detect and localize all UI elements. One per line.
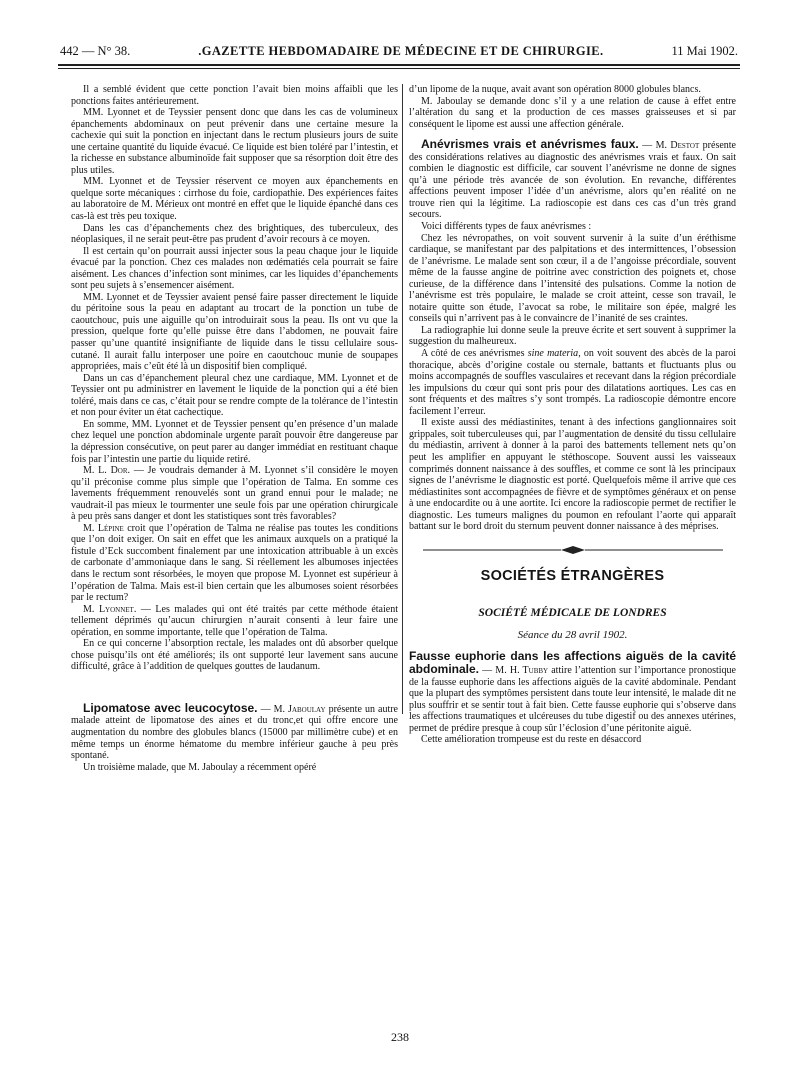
running-header [60,40,738,62]
header-rule-thick [58,64,740,66]
page-folio: 238 [391,1030,409,1044]
paragraph: En ce qui concerne l’absorption rectale, les malades ont dû absorber quelque chose puisqu’ils ont été améliorés; ils ont supporté leur lavement sans aucune difficulté, grâce à l’addition de quelques gouttes de laudanum. [71,638,398,673]
anevrismes-section [409,139,736,221]
paragraph: MM. Lyonnet et de Teyssier pensent donc que dans les cas de volumineux épanchements abdominaux on peut prévenir dans une certaine mesure la cachexie qui suit la ponction en injectant dans le rectum plusieurs jours de suite une certaine quantité du liquide évacué. Ce liquide est bien toléré par l’intestin, et la richesse en substance albuminoïde fait supposer que sa résorption doit être des plus utiles. [71,107,398,176]
lipomatose-section [71,700,398,762]
issue-date: 11 Mai 1902. [671,43,738,58]
page-number: 442 — N° 38. [60,43,131,58]
section-text: attire l’attention sur l’importance pronostique de la fausse euphorie dans les affections aiguës de la cavité abdominale. Pendant que la plupart des symptômes persistent dans toute leur intensité, le malade dit ne plus souffrir et se sentir tout à fait bien. Cette fausse euphorie qui s’observe dans les affections traumatiques et ulcéreuses du tube digestif ou des annexes utérines, permet de prédire presque à coup sûr l’éclosion d’une péritonite aiguë. [409,664,736,734]
column-divider [402,84,403,714]
paragraph: d’un lipome de la nuque, avait avant son opération 8000 globules blancs. [409,84,701,95]
author-name: — M. Destot [638,140,700,152]
paragraph: Chez les névropathes, on voit souvent survenir à la suite d’un éréthisme cardiaque, se manifestant par des palpitations et des intermittences, l’obsession de l’anévrisme. Le malade sent son cœur, il a de l’angoisse précordiale, souvent même de la fausse angine de poitrine avec constriction des poignets et, chose curieuse, de la différence dans l’intensité des pulsations. Comme la notion de l’anévrisme est très populaire, le malade se croit atteint, cesse son travail, le notaire quitte son étude, l’avocat sa robe, le militaire son épée, malgré les conseils qui n’arrivent pas à le convaincre de l’inanité de ses craintes. [409,232,736,325]
lepine-remark [71,523,398,604]
author-name: — M. Jaboulay [257,703,326,715]
remark-text: — Les malades qui ont été traités par cette méthode étaient tellement déprimés qu’aucun chirurgien n’aurait consenti à leur faire une opération, en somme importante, telle que l’opération de Talma. [71,603,398,638]
session-date: Séance du 28 avril 1902. [517,628,628,641]
sine-materia-paragraph [409,348,736,417]
text-segment: , on voit souvent des abcès de la paroi thoracique, abcès d’origine costale ou sternale, battants et fluctuants plus ou moins accompagnés de souffles vasculaires et recevant dans la région précordiale les impulsions du cœur qui sont pris pour des dilatations aortiques. Les cas en sont fréquents et des maîtres s’y sont trompés. La radioscopie démontre encore facilement l’erreur. [409,348,736,417]
paragraph: Il existe aussi des médiastinites, tenant à des infections ganglionnaires soit grippales, soit tuberculeuses qui, par l’augmentation de densité du tissu cellulaire du médiastin, arrivent à donner à la paroi des battements tellement nets qu’on peut les amplifier en appuyant le stéthoscope. Souvent aussi les vaisseaux comprimés donnent naissance à des souffles, et comme ce sont là les principaux signes de l’anévrisme le diagnostic est porté. Quelquefois même il arrive que ces médiastinites sont accompagnées de fièvre et de symptômes généraux et on pense à une endocardite ou à une aortite. Ici encore la radioscopie permet de rectifier le diagnostic. Les tumeurs malignes du poumon en refoulant l’aorte qui apparaît battant sur le bord droit du sternum peuvent donner naissance à des méprises. [409,417,736,533]
paragraph: Dans un cas d’épanchement pleural chez une cardiaque, MM. Lyonnet et de Teyssier ont pu administrer en lavement le liquide de la ponction qui a été bien toléré, mais dans ce cas, c’était pour se rendre compte de la tolérance de l’intestin et non pour éviter un état cachectique. [71,372,398,419]
paragraph: Un troisième malade, que M. Jaboulay a récemment opéré [83,761,317,773]
paragraph: La radiographie lui donne seule la preuve écrite et sert souvent à supprimer la suggestion du malheureux. [409,324,736,348]
speaker-name: M. Lyonnet. [83,603,137,615]
right-column [409,84,736,1020]
societes-heading: SOCIÉTÉS ÉTRANGÈRES [480,567,665,584]
speaker-name: M. L. Dor. [83,465,131,477]
section-heading: Fausse euphorie dans les affections aiguës de la cavité abdominale. [409,649,736,676]
paragraph: Il est certain qu’on pourrait aussi injecter sous la peau chaque jour le liquide évacué par la ponction. Chez ces malades non œdématiés cela pourrait se faire aisément. Les chances d’infection sont minimes, car les liquides d’épanchements sont peu sujets à s’ensemencer aisément. [71,245,398,292]
section-heading: Lipomatose avec leucocytose. [83,700,258,715]
speaker-name: M. Lépine [83,522,124,534]
paragraph: Il a semblé évident que cette ponction l’avait bien moins affaibli que les ponctions faites antérieurement. [71,84,398,107]
paragraph: Dans les cas d’épanchements chez des brightiques, des tuberculeux, des néoplasiques, il ne serait peut-être pas prudent d’avoir recours à ce moyen. [71,222,398,246]
euphorie-section [409,651,736,734]
society-name: SOCIÉTÉ MÉDICALE DE LONDRES [478,607,667,620]
section-spacer [71,673,398,703]
header-rule-thin [58,68,740,69]
left-column [71,84,398,1020]
section-text: présente un autre malade atteint de lipomatose des aines et du tronc,et qui offre encore une augmentation du nombre des globules blancs (15000 par millimètre cube) et en même temps un énorme hématome du membre inférieur gauche à peu près spontané. [71,703,398,762]
journal-title: .GAZETTE HEBDOMADAIRE DE MÉDECINE ET DE CHIRURGIE. [198,43,604,58]
section-divider-ornament [409,533,736,567]
paragraph: Cette amélioration trompeuse est du reste en désaccord [421,734,642,746]
paragraph: Voici différents types de faux anévrismes : [421,221,592,233]
italic-term: sine materia [527,348,579,360]
dor-remark [71,465,398,523]
paragraph: En somme, MM. Lyonnet et de Teyssier pensent qu’en présence d’un malade chez lequel une ponction abdominale urgente paraît pouvoir être dangereuse par la dépression consécutive, on peut parer au danger immédiat en restituant chaque fois par l’intestin une partie du liquide retiré. [71,418,398,465]
remark-text: — Je voudrais demander à M. Lyonnet s’il considère le moyen qu’il préconise comme plus simple que l’opération de Talma. En somme ces lavements fréquemment renouvelés sont un grand ennui pour le malade; ne vaudrait-il pas mieux le tourmenter une seule fois par une opération chirurgicale à peu près sans danger et dont les statistiques sont très favorables? [71,465,398,523]
remark-text: croit que l’opération de Talma ne réalise pas toutes les conditions que l’on doit exiger. On sait en effet que les animaux auxquels on a pratiqué la fistule d’Eck succombent finalement par une intoxication attribuable à un excès de carbonate d’ammoniaque dans le sang. Si réellement les albumoses injectées dans le rectum sont résorbées, le moyen que propose M. Lyonnet est supérieur à l’opération de Talma. Mais est-il bien certain que les albumoses soient résorbées par le rectum? [71,522,398,604]
paragraph: MM. Lyonnet et de Teyssier réservent ce moyen aux épanchements en quelque sorte mécaniques : cirrhose du foie, cardiopathie. Des expériences faites au laboratoire de M. Mérieux ont montré en effet que le liquide épanché dans ces cas-là est très peu toxique. [71,176,398,223]
section-heading: Anévrismes vrais et anévrismes faux. [421,137,639,152]
ornament-rule-icon [423,545,723,555]
author-name: — M. H. Tubby [479,664,549,676]
lyonnet-remark [71,604,398,639]
text-segment: A côté de ces anévrismes [421,348,528,360]
paragraph: M. Jaboulay se demande donc s’il y a une relation de cause à effet entre l’altération du sang et la production de ces masses graisseuses et si par conséquent le lipome est aussi une affection générale. [409,95,736,130]
section-text: présente des considérations relatives au diagnostic des anévrismes vrais et faux. On sait combien le diagnostic est difficile, car souvent l’anévrisme ne donne de signes qu’à une période très avancée de son évolution. En revanche, différentes affections peuvent imposer l’idée d’un anévrisme, alors qu’en réalité on ne trouve rien qui la légitime. La radioscopie est dans ces cas d’un très grand secours. [409,140,736,221]
paragraph: MM. Lyonnet et de Teyssier avaient pensé faire passer directement le liquide du péritoine sous la peau en adaptant au trocart de la ponction un tube de caoutchouc, puis une aiguille qu’on introduirait sous la peau. Ils ont vu que la pression, quelque forte qu’elle puisse être dans l’abdomen, ne pouvait faire passer qu’une quantité insignifiante de liquide dans le tissu cellulaire sous-cutané. Il aurait fallu interposer une poire en caoutchouc munie de soupapes appropriées, mais c’eût été là un dispositif bien compliqué. [71,291,398,373]
